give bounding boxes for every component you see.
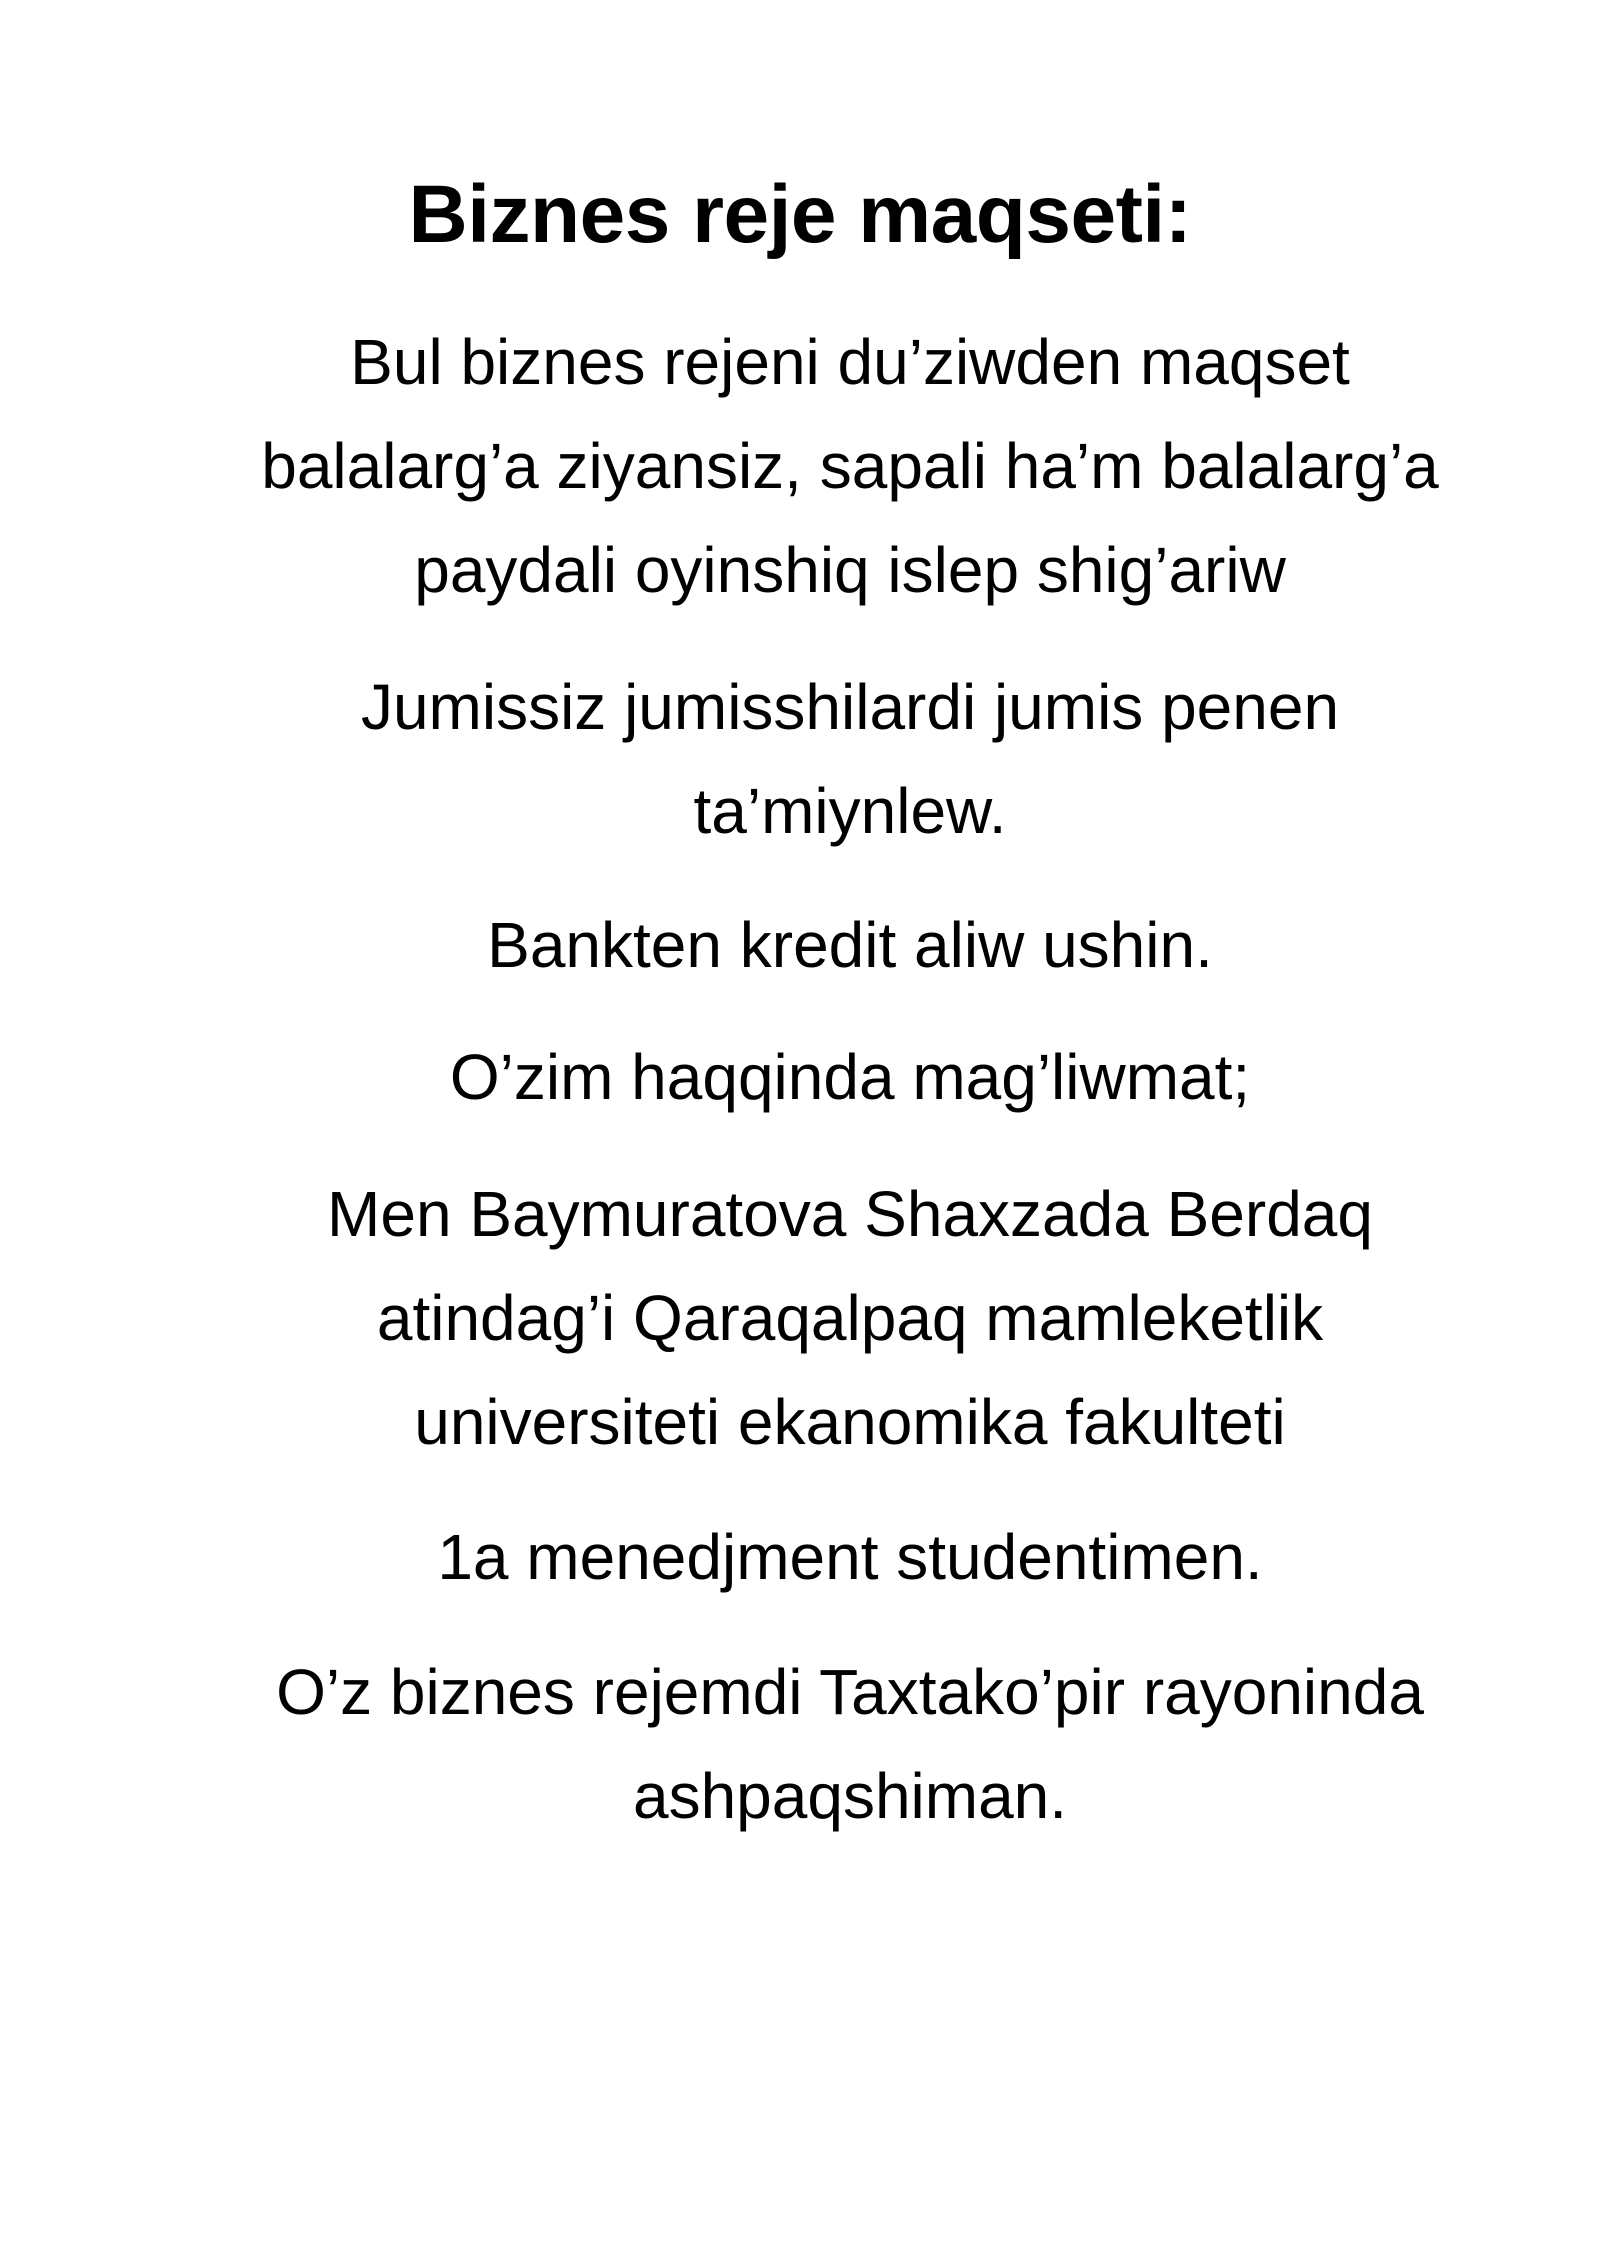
paragraph-line: paydali oyinshiq islep shig’ariw bbox=[414, 534, 1286, 606]
paragraph-line: Men Baymuratova Shaxzada Berdaq bbox=[327, 1178, 1373, 1250]
paragraph-line: O’z biznes rejemdi Taxtako’pir rayoninda bbox=[276, 1656, 1424, 1728]
paragraph-employment bbox=[200, 655, 1500, 863]
paragraph-line: ta’miynlew. bbox=[693, 775, 1007, 847]
paragraph-line: Jumissiz jumisshilardi jumis penen bbox=[360, 671, 1340, 743]
paragraph-line: Bankten kredit aliw ushin. bbox=[487, 909, 1213, 981]
paragraph-line: ashpaqshiman. bbox=[632, 1760, 1068, 1832]
paragraph-line: atindag’i Qaraqalpaq mamleketlik bbox=[376, 1282, 1324, 1354]
paragraph-about-me bbox=[200, 1162, 1500, 1474]
paragraph-line: balalarg’a ziyansiz, sapali ha’m balalarg’a bbox=[261, 430, 1439, 502]
paragraph-bank-credit bbox=[200, 893, 1500, 997]
paragraph-line: O’zim haqqinda mag’liwmat; bbox=[449, 1041, 1251, 1113]
paragraph-student bbox=[200, 1505, 1500, 1609]
paragraph-line: Bul biznes rejeni du’ziwden maqset bbox=[350, 326, 1350, 398]
paragraph-about-me-heading bbox=[200, 1025, 1500, 1129]
paragraph-line: 1a menedjment studentimen. bbox=[437, 1521, 1263, 1593]
paragraph-line: universiteti ekanomika fakulteti bbox=[414, 1386, 1286, 1458]
paragraph-location bbox=[200, 1640, 1500, 1848]
document-title: Biznes reje maqseti: bbox=[408, 169, 1192, 260]
paragraph-business-goal bbox=[200, 310, 1500, 622]
